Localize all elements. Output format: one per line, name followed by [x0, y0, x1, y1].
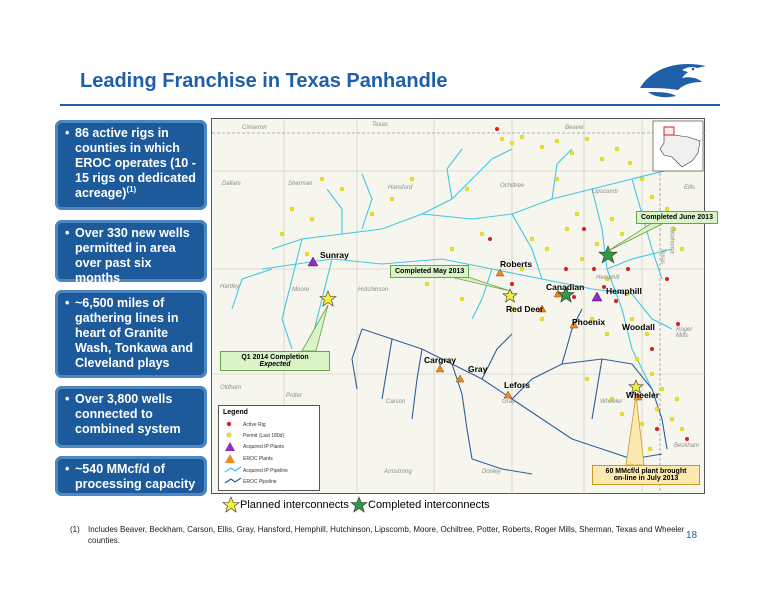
- town-label-red-deer: Red Deer: [506, 304, 544, 314]
- callout-subtext: Expected: [259, 361, 291, 368]
- town-label-phoenix: Phoenix: [572, 317, 606, 327]
- legend-label: Active Rig: [243, 421, 266, 428]
- callout-completed-june: [636, 211, 718, 224]
- orange-triangle-icon: [225, 454, 235, 463]
- town-label-canadian: Canadian: [546, 282, 585, 292]
- cyan-line-icon: [225, 466, 241, 474]
- county-label: Sherman: [288, 181, 313, 187]
- county-label: Hartley: [220, 284, 240, 290]
- title-divider: [60, 104, 720, 106]
- green-star-icon: [350, 496, 368, 514]
- legend-title: Legend: [223, 409, 248, 416]
- legend-item-eroc-pipeline: [225, 477, 277, 486]
- callout-subtext: on-line in July 2013: [613, 475, 679, 482]
- bullet-box-wells-connected: [55, 386, 207, 448]
- eagle-logo: [638, 58, 708, 102]
- bullet-box-processing: [55, 456, 207, 496]
- county-label: Hansford: [388, 185, 413, 191]
- town-label-roberts: Roberts: [500, 259, 533, 269]
- legend-label: Acquired IP Pipeline: [243, 467, 288, 474]
- county-label: Hemphill: [596, 275, 620, 281]
- legend-item-acquired-plants: [225, 442, 284, 451]
- legend-label: EROC Plants: [243, 455, 273, 462]
- red-dot-icon: [225, 420, 233, 428]
- bullet-text: 86 active rigs in counties in which EROC operates (10 - 15 rigs on dedicated acreage): [75, 126, 196, 200]
- county-label: Roger Mills: [676, 327, 693, 339]
- county-label: Potter: [286, 393, 303, 399]
- panhandle-map: [211, 118, 713, 494]
- yellow-dot-icon: [225, 431, 233, 439]
- town-label-hemphill: Hemphill: [606, 286, 642, 296]
- legend-item-eroc-plants: [225, 454, 273, 463]
- town-label-woodall: Woodall: [622, 322, 655, 332]
- county-label: Ellis: [684, 185, 696, 191]
- planned-interconnects-key: [222, 496, 349, 514]
- town-label-gray: Gray: [468, 364, 488, 374]
- town-label-wheeler: Wheeler: [626, 390, 660, 400]
- state-label: Texas: [658, 248, 665, 264]
- callout-text: Completed May 2013: [395, 268, 465, 275]
- texas-inset-icon: [653, 121, 703, 171]
- bullet-box-new-wells: [55, 220, 207, 285]
- legend-label: Permit (Last 180d): [243, 432, 285, 439]
- county-label: Texas: [372, 122, 388, 128]
- bullet-text: Over 330 new wells permitted in area over past six months: [75, 226, 190, 285]
- county-label: Beckham: [674, 443, 700, 449]
- state-label: Oklahoma: [668, 226, 675, 254]
- legend-item-active-rig: [225, 420, 266, 429]
- county-label: Donley: [482, 469, 501, 475]
- footnote-marker: (1): [70, 525, 80, 534]
- county-label: Oldham: [220, 385, 242, 391]
- county-label: Beaver: [565, 125, 585, 131]
- county-label: Dallam: [222, 181, 241, 187]
- yellow-star-icon: [222, 496, 240, 514]
- page-title: Leading Franchise in Texas Panhandle: [80, 70, 448, 92]
- legend-label: Acquired IP Plants: [243, 443, 285, 450]
- completed-interconnect-star: [599, 246, 617, 263]
- county-label: Armstrong: [384, 469, 412, 475]
- legend-item-permit: [225, 431, 284, 440]
- county-label: Gray: [502, 399, 516, 405]
- legend-label: EROC Pipeline: [243, 478, 277, 485]
- completed-interconnects-label: Completed interconnects: [368, 499, 490, 511]
- bullet-text: ~540 MMcf/d of processing capacity: [75, 462, 196, 491]
- page-number: 18: [686, 530, 698, 541]
- bullet-marker: •: [65, 392, 70, 406]
- footnote-text: Includes Beaver, Beckham, Carson, Ellis, Gray, Hansford, Hemphill, Hutchinson, Lipscomb, Moore, Ochiltree, Potter, Roberts, Roger Mills, Sherman, Texas and Wheeler counties.: [88, 525, 685, 545]
- planned-interconnects-label: Planned interconnects: [240, 499, 349, 511]
- county-label: Carson: [386, 399, 406, 405]
- county-label: Cimarron: [242, 125, 267, 131]
- county-label: Hutchinson: [358, 287, 389, 293]
- footnote-ref: (1): [126, 184, 137, 194]
- bullet-marker: •: [65, 296, 70, 310]
- bullet-marker: •: [65, 126, 70, 140]
- bullet-text: Over 3,800 wells connected to combined system: [75, 392, 181, 436]
- blue-line-icon: [225, 477, 241, 485]
- completed-interconnects-key: [350, 496, 490, 514]
- county-label: Wheeler: [600, 399, 623, 405]
- town-label-sunray: Sunray: [320, 250, 349, 260]
- callout-text: 60 MMcf/d plant brought: [605, 468, 687, 475]
- bullet-box-active-rigs: [55, 120, 207, 210]
- legend-item-acquired-pipeline: [225, 466, 288, 475]
- callout-completed-may: [390, 265, 469, 278]
- footnote: [70, 524, 690, 546]
- purple-triangle-icon: [225, 442, 235, 451]
- bullet-marker: •: [65, 462, 70, 476]
- town-label-cargray: Cargray: [424, 355, 457, 365]
- bullet-text: ~6,500 miles of gathering lines in heart of Granite Wash, Tonkawa and Cleveland plays: [75, 296, 194, 370]
- bullet-marker: •: [65, 226, 70, 240]
- callout-q1-2014: [220, 351, 330, 371]
- county-label: Ochiltree: [500, 183, 525, 189]
- callout-60mmcfd-plant: [592, 465, 700, 485]
- map-legend: [218, 405, 320, 491]
- town-label-lefors: Lefors: [504, 380, 530, 390]
- planned-interconnect-star: [320, 291, 336, 306]
- county-label: Moore: [292, 287, 310, 293]
- callout-text: Q1 2014 Completion: [241, 354, 309, 361]
- callout-text: Completed June 2013: [641, 214, 713, 221]
- bullet-box-gathering-lines: [55, 290, 207, 378]
- county-label: Lipscomb: [592, 189, 618, 195]
